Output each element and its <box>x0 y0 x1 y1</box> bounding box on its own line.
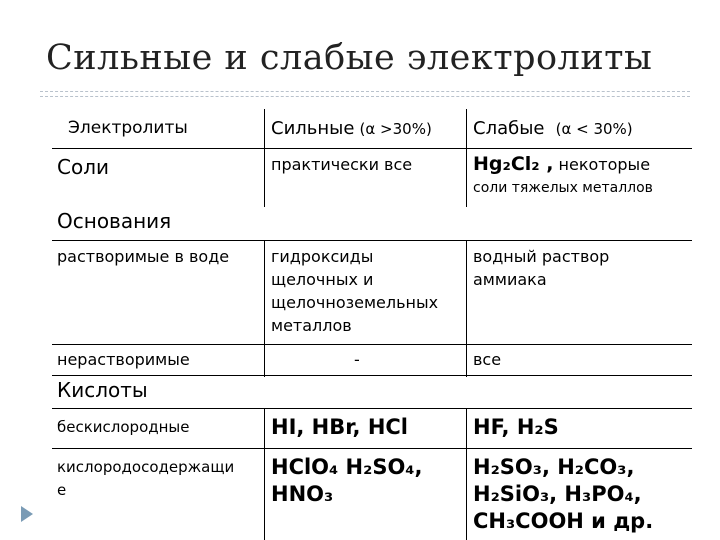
bases-insoluble-strong: - <box>354 350 360 369</box>
section-bases: Основания <box>57 209 172 233</box>
text-line: кислородосодержащи <box>57 458 235 476</box>
slide-title: Сильные и слабые электролиты <box>46 38 653 78</box>
electrolytes-table <box>52 109 692 540</box>
salts-weak-formula: Hg₂Cl₂ , <box>473 153 554 175</box>
row-divider <box>52 375 692 376</box>
text-line: аммиака <box>473 270 547 289</box>
bullet-icon <box>21 506 33 522</box>
text-line: щелочных и <box>271 270 374 289</box>
text-line: H₂SO₃, H₂CO₃, <box>473 455 635 479</box>
header-strong <box>271 117 432 141</box>
bases-soluble-weak <box>473 245 609 291</box>
text-line: HClO₄ H₂SO₄, <box>271 455 423 479</box>
header-weak-label: Слабые <box>473 118 545 139</box>
column-divider <box>466 240 467 377</box>
acids-oxygenfree-weak: HF, H₂S <box>473 415 559 439</box>
text-line: гидроксиды <box>271 247 374 266</box>
text-line: металлов <box>271 316 352 335</box>
acids-oxygen-weak <box>473 454 653 535</box>
title-divider-bottom <box>40 96 690 97</box>
column-divider <box>466 408 467 540</box>
header-strong-condition: (α >30%) <box>359 120 432 138</box>
column-divider <box>264 240 265 377</box>
section-acids: Кислоты <box>57 378 148 402</box>
row-divider <box>52 408 692 409</box>
row-divider <box>52 448 692 449</box>
title-divider-top <box>40 91 690 92</box>
header-weak <box>473 117 633 141</box>
bases-soluble-strong <box>271 245 438 337</box>
row-salts-label: Соли <box>57 155 109 179</box>
row-divider <box>52 344 692 345</box>
bases-insoluble-label: нерастворимые <box>57 350 190 369</box>
header-electrolytes: Электролиты <box>68 118 188 138</box>
bases-insoluble-weak: все <box>473 350 502 369</box>
text-line: е <box>57 481 67 499</box>
salts-weak <box>473 151 650 178</box>
bases-soluble-label: растворимые в воде <box>57 247 230 266</box>
text-line: водный раствор <box>473 247 610 266</box>
header-weak-condition: (α < 30%) <box>555 120 633 138</box>
salts-strong: практически все <box>271 155 413 174</box>
text-line: HNO₃ <box>271 482 334 506</box>
column-divider <box>264 408 265 540</box>
acids-oxygenfree-strong: HI, HBr, HCl <box>271 415 409 439</box>
acids-oxygenfree-label: бескислородные <box>57 418 190 436</box>
text-line: CH₃COOH и др. <box>473 509 654 533</box>
text-line: щелочноземельных <box>271 293 439 312</box>
salts-weak-note: некоторые <box>558 155 651 174</box>
text-line: H₂SiO₃, H₃PO₄, <box>473 482 642 506</box>
column-divider <box>264 109 265 207</box>
row-divider <box>52 148 692 149</box>
acids-oxygen-label <box>57 456 234 502</box>
row-divider <box>52 240 692 241</box>
salts-weak-line2: соли тяжелых металлов <box>473 180 653 196</box>
header-strong-label: Сильные <box>271 118 355 139</box>
column-divider <box>466 109 467 207</box>
acids-oxygen-strong <box>271 454 422 508</box>
